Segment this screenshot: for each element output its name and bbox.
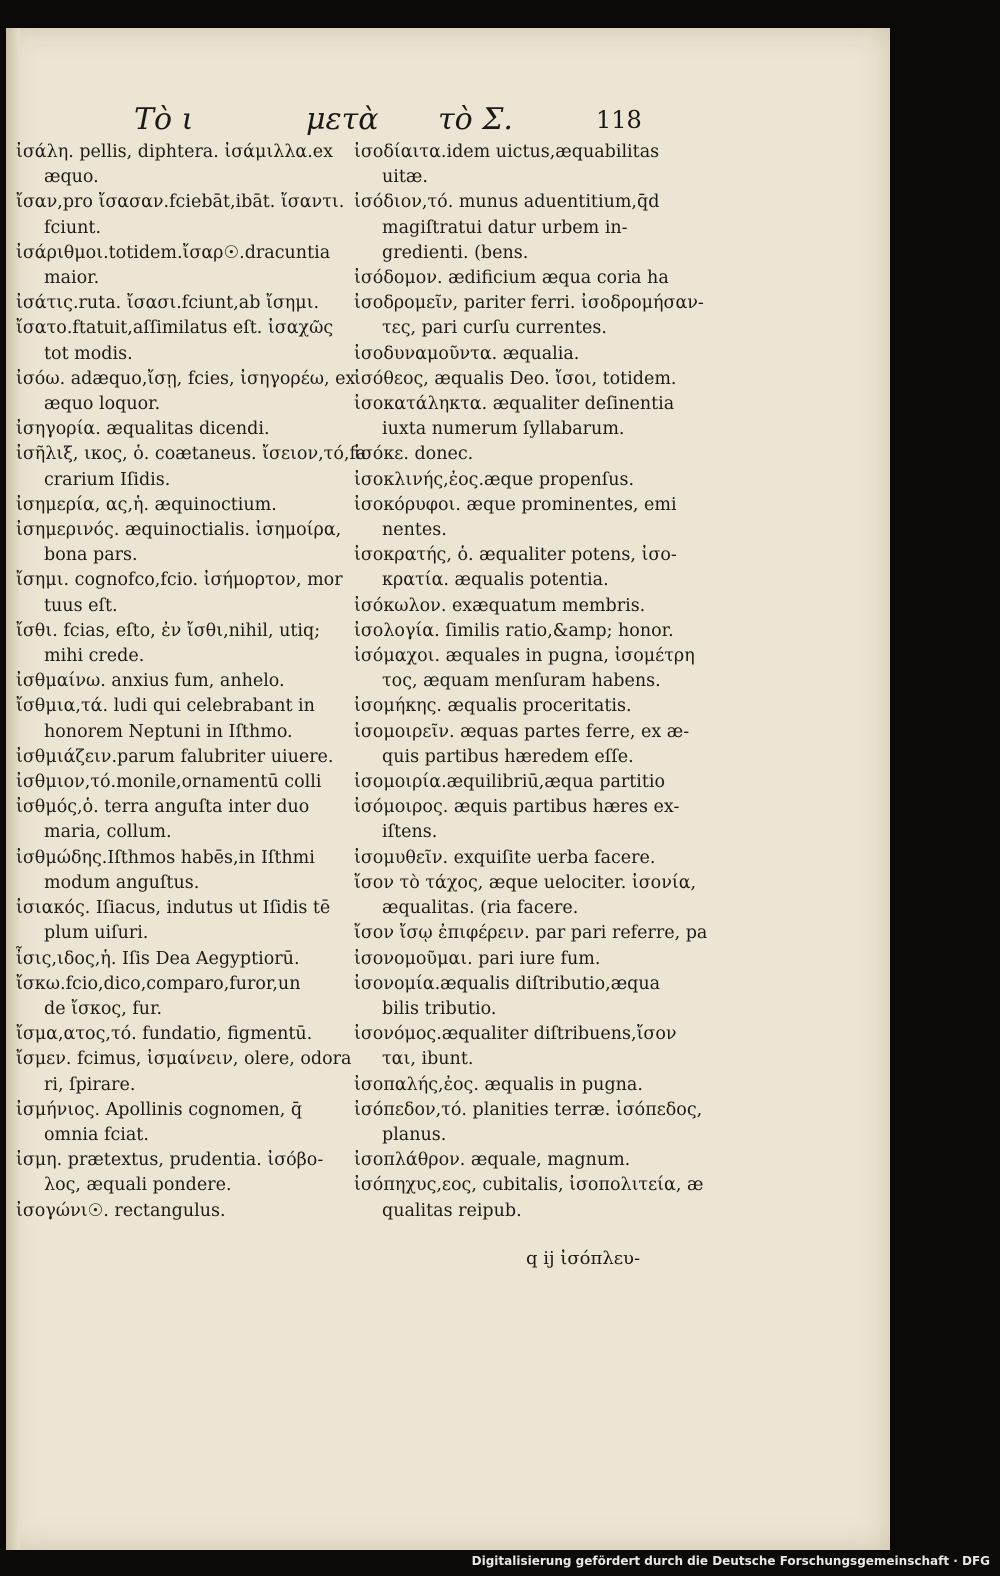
entry-headline: ἰσόδομον. ædificium æqua coria ha xyxy=(354,268,669,289)
dictionary-entry xyxy=(16,316,350,366)
dictionary-entry xyxy=(16,417,350,442)
dictionary-entry xyxy=(354,1148,684,1173)
entry-headline: ἴσατο.ftatuit,aſſimilatus eſt. ἰσαχῶς xyxy=(16,318,334,339)
dictionary-entry xyxy=(354,1098,703,1148)
dictionary-entry xyxy=(354,921,708,946)
entry-continuation: mihi crede. xyxy=(44,646,145,667)
entry-headline: ἴσημι. cognofco,fcio. ἰσήμορτον, mor xyxy=(16,570,343,591)
dictionary-entry xyxy=(354,442,684,467)
entry-continuation: modum anguſtus. xyxy=(44,872,200,893)
left-column xyxy=(16,140,367,1224)
entry-continuation: maior. xyxy=(44,268,100,289)
entry-headline: ἴσμεν. fcimus, ἰσμαίνειν, olere, odora xyxy=(16,1049,352,1070)
dictionary-entry xyxy=(16,896,350,946)
entry-headline: ἰσημερινός. æquinoctialis. ἰσημοίρα, xyxy=(16,520,342,541)
entry-continuation: tot modis. xyxy=(44,343,133,364)
dictionary-entry xyxy=(354,468,684,493)
entry-continuation: κρατία. æqualis potentia. xyxy=(382,570,609,591)
entry-headline: ἰσοκατάληκτα. æqualiter deſinentia xyxy=(354,394,675,415)
dictionary-entry xyxy=(16,241,350,291)
footer-bar xyxy=(0,1552,1000,1576)
signature-catchword: q ij ἰσόπλευ- xyxy=(526,1248,641,1269)
dictionary-entry xyxy=(354,543,684,593)
entry-headline: ἰσημερία, ας,ἡ. æquinoctium. xyxy=(16,494,277,515)
entry-continuation: quis partibus hæredem eſſe. xyxy=(382,746,634,767)
entry-continuation: tuus eſt. xyxy=(44,595,118,616)
dictionary-entry xyxy=(16,1148,350,1198)
dictionary-entry xyxy=(354,342,684,367)
dictionary-entry xyxy=(354,291,704,341)
entry-headline: ἴσκω.fcio,dico,comparo,furor,un xyxy=(16,973,301,994)
entry-continuation: crarium Iſidis. xyxy=(44,469,171,490)
entry-continuation: maria, collum. xyxy=(44,822,172,843)
entry-headline: ἰσονομοῦμαι. pari iure fum. xyxy=(354,948,601,969)
dictionary-entry xyxy=(16,694,350,744)
entry-headline: ἰσονόμος.æqualiter diſtribuens,ἴσον xyxy=(354,1024,677,1045)
entry-headline: ἰσοκλινής,ἐος.æque propenſus. xyxy=(354,469,635,490)
dictionary-entry xyxy=(354,367,684,392)
entry-continuation: ται, ibunt. xyxy=(382,1049,474,1070)
dictionary-entry xyxy=(354,594,684,619)
dictionary-entry xyxy=(16,619,350,669)
dictionary-entry xyxy=(16,367,356,417)
entry-continuation: iſtens. xyxy=(382,822,438,843)
entry-headline: ἰσόκε. donec. xyxy=(354,444,474,465)
entry-headline: ἰσοπαλής,ἐος. æqualis in pugna. xyxy=(354,1074,643,1095)
entry-headline: ἰσονομία.æqualis diſtributio,æqua xyxy=(354,973,661,994)
dictionary-entry xyxy=(16,1199,350,1224)
dictionary-entry xyxy=(16,1047,350,1097)
dictionary-entry xyxy=(16,972,350,1022)
dictionary-entry xyxy=(16,291,350,316)
header-middle: μετὰ xyxy=(306,102,379,137)
entry-headline: ἰσιακός. Iſiacus, indutus ut Iſidis tē xyxy=(16,898,331,919)
entry-headline: ἰσμήνιος. Apollinis cognomen, q̄ xyxy=(16,1099,303,1120)
entry-headline: ἰσοκόρυφοι. æque prominentes, emi xyxy=(354,494,677,515)
entry-headline: ἰσοδρομεῖν, pariter ferri. ἰσοδρομήσαν- xyxy=(354,293,704,314)
dictionary-entry xyxy=(16,190,350,240)
dictionary-entry xyxy=(16,1098,350,1148)
entry-continuation: bilis tributio. xyxy=(382,998,497,1019)
entry-continuation: planus. xyxy=(382,1124,447,1145)
entry-headline: ἰσθμός,ὁ. terra anguſta inter duo xyxy=(16,797,310,818)
dictionary-entry xyxy=(354,1173,704,1223)
dictionary-entry xyxy=(354,266,684,291)
entry-headline: ἰσθμαίνω. anxius fum, anhelo. xyxy=(16,671,285,692)
entry-continuation: plum uiſuri. xyxy=(44,923,149,944)
dictionary-entry xyxy=(354,619,684,644)
dictionary-entry xyxy=(16,568,350,618)
header-left: Τὸ ι xyxy=(134,102,194,137)
entry-headline: ἴσμα,ατος,τό. fundatio, figmentū. xyxy=(16,1024,313,1045)
dictionary-entry xyxy=(354,871,697,921)
entry-headline: ἰσάριθμοι.totidem.ἴσαρ☉.dracuntia xyxy=(16,242,331,263)
dictionary-entry xyxy=(16,518,350,568)
entry-headline: ἰσόπηχυς,εος, cubitalis, ἰσοπολιτεία, æ xyxy=(354,1175,704,1196)
entry-continuation: τες, pari curſu currentes. xyxy=(382,318,607,339)
dictionary-entry xyxy=(354,947,684,972)
entry-headline: ἰσθμώδης.Iſthmos habēs,in Iſthmi xyxy=(16,847,315,868)
entry-headline: ἰσηγορία. æqualitas dicendi. xyxy=(16,419,270,440)
dictionary-entry xyxy=(354,493,684,543)
entry-continuation: nentes. xyxy=(382,520,447,541)
entry-headline: ἰσθμιάζειν.parum falubriter uiuere. xyxy=(16,746,334,767)
entry-headline: ἰσοπλάθρον. æquale, magnum. xyxy=(354,1150,631,1171)
dictionary-entry xyxy=(354,795,684,845)
entry-headline: ἴσον ἴσῳ ἐπιφέρειν. par pari referre, pa xyxy=(354,923,708,944)
entry-headline: ἴσθι. fcias, eſto, ἐν ἴσθι,nihil, utiq; xyxy=(16,620,321,641)
dictionary-entry xyxy=(354,392,684,442)
dictionary-entry xyxy=(354,972,684,1022)
footer-credit: Digitalisierung gefördert durch die Deutsche Forschungsgemeinschaft · DFG xyxy=(471,1554,990,1568)
entry-continuation: magiſtratui datur urbem in- xyxy=(382,217,628,238)
entry-headline: ἰσοδυναμοῦντα. æqualia. xyxy=(354,343,580,364)
entry-headline: ἰσθμιον,τό.monile,ornamentū colli xyxy=(16,772,322,793)
entry-headline: ἰσομήκης. æqualis proceritatis. xyxy=(354,696,632,717)
entry-headline: ἰσολογία. ſimilis ratio,&amp; honor. xyxy=(354,620,674,641)
dictionary-entry xyxy=(16,140,350,190)
dictionary-entry xyxy=(16,1022,350,1047)
right-column xyxy=(354,140,708,1224)
entry-continuation: uitæ. xyxy=(382,167,428,188)
entry-continuation: iuxta numerum ſyllabarum. xyxy=(382,419,625,440)
dictionary-entry xyxy=(354,140,684,190)
entry-headline: ἰσόκωλον. exæquatum membris. xyxy=(354,595,646,616)
dictionary-entry xyxy=(16,669,350,694)
entry-continuation: fciunt. xyxy=(44,217,102,238)
folio-number: 118 xyxy=(596,106,642,134)
entry-headline: ἰσόπεδον,τό. planities terræ. ἰσόπεδος, xyxy=(354,1099,703,1120)
entry-headline: ἰσάλη. pellis, diphtera. ἰσάμιλλα.ex xyxy=(16,142,334,162)
entry-headline: ἰσόμοιρος. æquis partibus hæres ex- xyxy=(354,797,680,818)
entry-headline: ἴσον τὸ τάχος, æque uelociter. ἰσονία, xyxy=(354,872,697,893)
header-right: τὸ Σ. xyxy=(438,102,513,137)
dictionary-entry xyxy=(354,190,684,266)
dictionary-entry xyxy=(16,493,350,518)
dictionary-entry xyxy=(354,1073,684,1098)
entry-headline: ἰσάτις.ruta. ἴσασι.fciunt,ab ἴσημι. xyxy=(16,293,320,314)
dictionary-entry xyxy=(354,1022,684,1072)
entry-headline: ἰσομοιρεῖν. æquas partes ferre, ex æ- xyxy=(354,721,690,742)
entry-headline: ἰσμη. prætextus, prudentia. ἰσόβο- xyxy=(16,1150,324,1171)
dictionary-entry xyxy=(16,745,350,770)
entry-continuation: honorem Neptuni in Iſthmo. xyxy=(44,721,293,742)
entry-headline: ἰσῆλιξ, ικος, ὁ. coætaneus. ἴσειον,τό,fa xyxy=(16,444,367,465)
dictionary-entry xyxy=(354,770,684,795)
dictionary-entry xyxy=(354,720,690,770)
entry-headline: ἰσομοιρία.æquilibriū,æqua partitio xyxy=(354,772,666,793)
dictionary-entry xyxy=(16,846,350,896)
dictionary-entry xyxy=(16,770,350,795)
dictionary-entry xyxy=(16,442,367,492)
entry-continuation: æquo loquor. xyxy=(44,394,161,415)
dictionary-entry xyxy=(16,947,350,972)
entry-continuation: æqualitas. (ria facere. xyxy=(382,898,579,919)
dictionary-entry xyxy=(354,644,695,694)
dictionary-entry xyxy=(354,846,684,871)
entry-headline: ἴσαν,pro ἴσασαν.fciebāt,ibāt. ἴσαντι. xyxy=(16,192,345,213)
dictionary-entry xyxy=(354,694,684,719)
book-page xyxy=(6,28,890,1550)
entry-headline: ἰσόω. adæquo,ἴσῃ, fcies, ἰσηγορέω, ex xyxy=(16,368,356,389)
entry-headline: ἴσθμια,τά. ludi qui celebrabant in xyxy=(16,696,315,717)
dictionary-entry xyxy=(16,795,350,845)
entry-continuation: gredienti. (bens. xyxy=(382,242,529,263)
running-header xyxy=(6,102,890,138)
entry-continuation: λος, æquali pondere. xyxy=(44,1175,232,1196)
entry-headline: ἰσόμαχοι. æquales in pugna, ἰσομέτρη xyxy=(354,646,695,667)
entry-headline: ἰσοκρατής, ὁ. æqualiter potens, ἰσο- xyxy=(354,545,677,566)
entry-continuation: omnia fciat. xyxy=(44,1124,149,1145)
entry-headline: ἰσόδιον,τό. munus aduentitium,q̄d xyxy=(354,192,660,213)
entry-headline: ἶσις,ιδος,ἡ. Iſis Dea Aegyptiorū. xyxy=(16,948,300,969)
entry-continuation: τος, æquam menſuram habens. xyxy=(382,671,661,692)
entry-headline: ἰσομυθεῖν. exquiſite uerba facere. xyxy=(354,847,656,868)
entry-continuation: bona pars. xyxy=(44,545,138,566)
entry-headline: ἰσοδίαιτα.idem uictus,æquabilitas xyxy=(354,142,660,162)
entry-continuation: de ἴσκος, fur. xyxy=(44,998,163,1019)
entry-continuation: qualitas reipub. xyxy=(382,1200,522,1221)
entry-continuation: ri, ſpirare. xyxy=(44,1074,136,1095)
entry-headline: ἰσόθεος, æqualis Deo. ἴσοι, totidem. xyxy=(354,368,677,389)
entry-continuation: æquo. xyxy=(44,167,99,188)
entry-headline: ἰσογώνι☉. rectangulus. xyxy=(16,1200,226,1221)
